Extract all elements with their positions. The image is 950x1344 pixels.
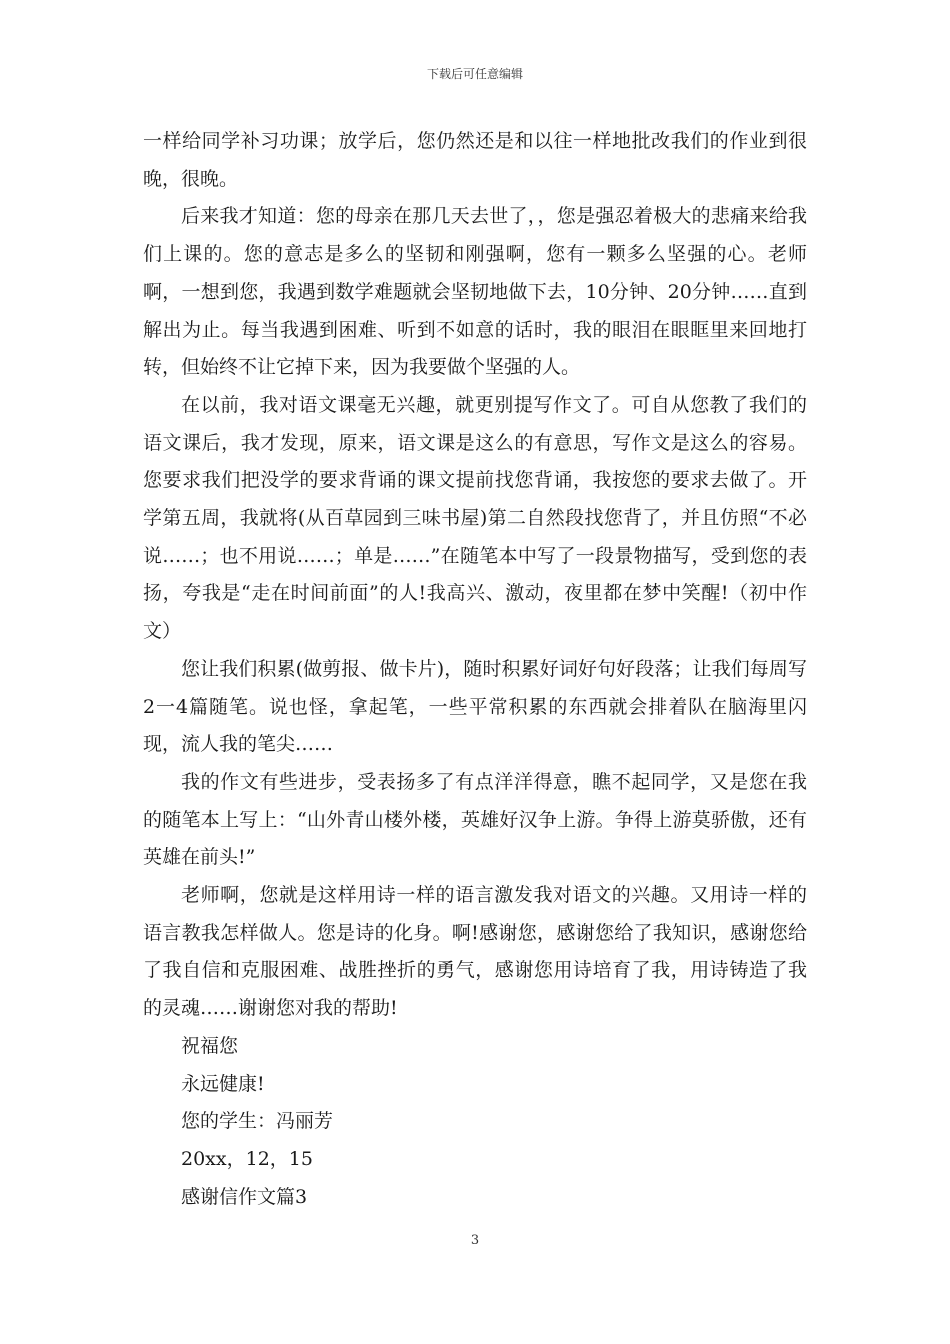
closing-health: 永远健康! <box>181 1072 265 1095</box>
paragraph-mother: 后来我才知道：您的母亲在那几天去世了，，您是强忍着极大的悲痛来给我们上课的。您的意志是多么的坚韧和刚强啊，您有一颗多么坚强的心。老师啊，一想到您，我遇到数学难题就会坚韧地做下去，10分钟、20分钟……直到解出为止。每当我遇到困难、听到不如意的话时，我的眼泪在眼眶里来回地打转，但始终不让它掉下来，因为我要做个坚强的人。 <box>143 205 807 379</box>
document-body <box>143 123 807 1216</box>
paragraph-thanks: 老师啊，您就是这样用诗一样的语言激发我对语文的兴趣。又用诗一样的语言教我怎样做人。您是诗的化身。啊!感谢您，感谢您给了我知识，感谢您给了我自信和克服困难、战胜挫折的勇气，感谢您用诗培育了我，用诗铸造了我的灵魂……谢谢您对我的帮助! <box>143 884 807 1020</box>
section-title: 感谢信作文篇3 <box>181 1185 308 1208</box>
closing-wish: 祝福您 <box>181 1034 239 1057</box>
page-header: 下载后可任意编辑 <box>426 67 523 81</box>
paragraph-accumulate: 您让我们积累(做剪报、做卡片)，随时积累好词好句好段落；让我们每周写2一4篇随笔。说也怪，拿起笔，一些平常积累的东西就会排着队在脑海里闪现，流人我的笔尖…… <box>143 657 807 756</box>
paragraph-chinese-class: 在以前，我对语文课毫无兴趣，就更别提写作文了。可自从您教了我们的语文课后，我才发现，原来，语文课是这么的有意思，写作文是这么的容易。您要求我们把没学的要求背诵的课文提前找您背诵，我按您的要求去做了。开学第五周，我就将(从百草园到三味书屋)第二自然段找您背了，并且仿照“不必说……；也不用说……；单是……”在随笔本中写了一段景物描写，受到您的表扬，夸我是“走在时间前面”的人!我高兴、激动，夜里都在梦中笑醒!（初中作文） <box>143 393 807 643</box>
paragraph-progress: 我的作文有些进步，受表扬多了有点洋洋得意，瞧不起同学，又是您在我的随笔本上写上：“山外青山楼外楼，英雄好汉争上游。争得上游莫骄傲，还有英雄在前头!” <box>143 770 807 869</box>
page-number: 3 <box>470 1233 480 1248</box>
signature: 您的学生：冯丽芳 <box>181 1110 334 1133</box>
paragraph-continuation: 一样给同学补习功课；放学后，您仍然还是和以往一样地批改我们的作业到很晚，很晚。 <box>143 130 807 190</box>
date-line: 20xx，12，15 <box>181 1147 313 1170</box>
